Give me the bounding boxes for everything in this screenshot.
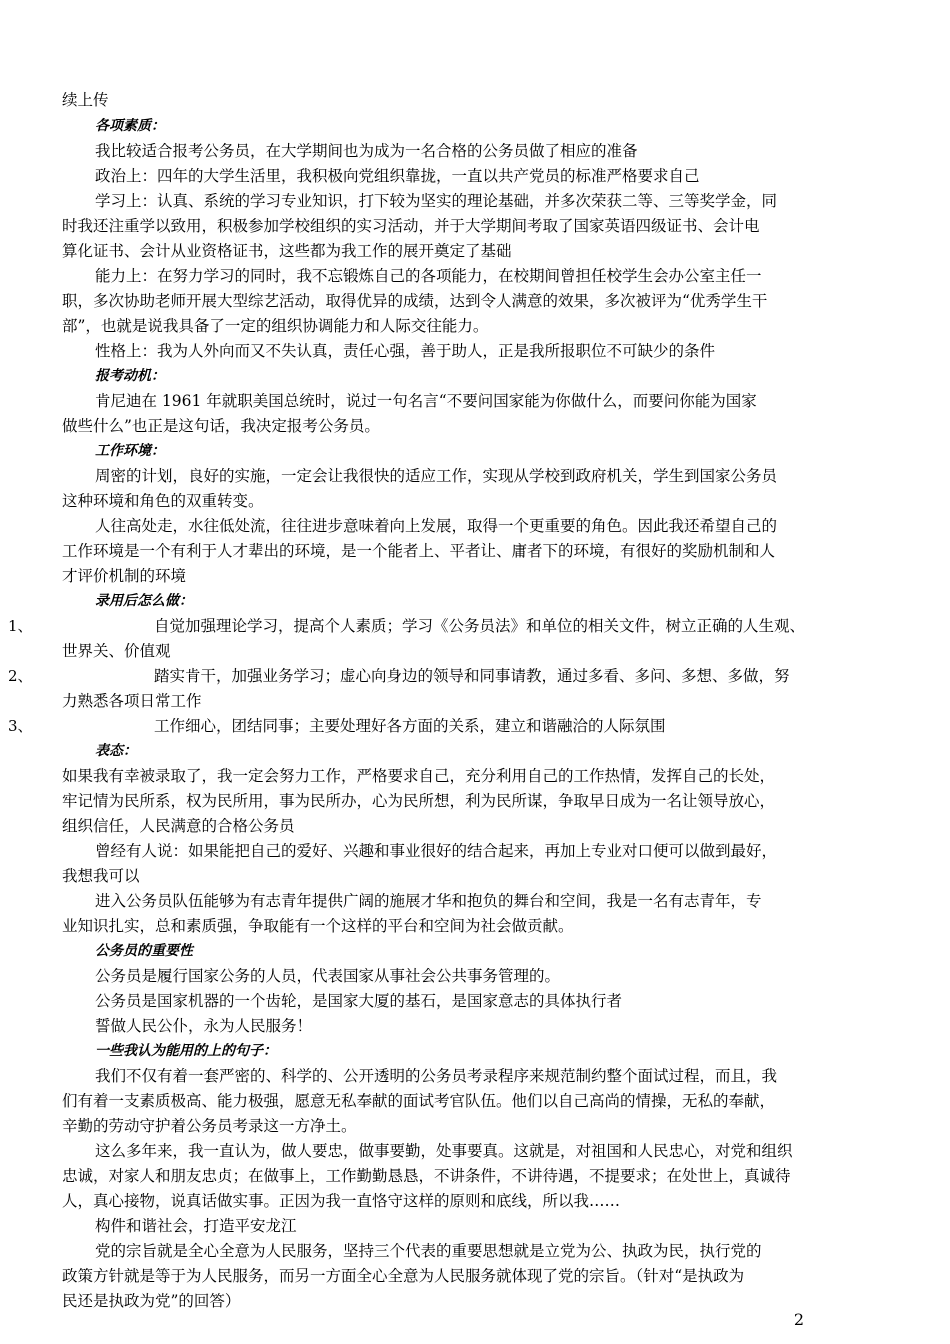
text-line: 世界关、价值观 bbox=[62, 642, 171, 660]
text-line: 部”，也就是说我具备了一定的组织协调能力和人际交往能力。 bbox=[62, 317, 489, 335]
section-heading: 录用后怎么做： bbox=[95, 593, 193, 609]
text-line: 算化证书、会计从业资格证书，这些都为我工作的展开奠定了基础 bbox=[62, 242, 512, 260]
text-line: 我想我可以 bbox=[62, 867, 140, 885]
text-line: 自觉加强理论学习，提高个人素质；学习《公务员法》和单位的相关文件，树立正确的人生观、 bbox=[154, 617, 806, 635]
text-line: 性格上：我为人外向而又不失认真，责任心强，善于助人，正是我所报职位不可缺少的条件 bbox=[95, 342, 716, 360]
text-line: 进入公务员队伍能够为有志青年提供广阔的施展才华和抱负的舞台和空间，我是一名有志青年，专 bbox=[95, 892, 762, 910]
text-line: 这么多年来，我一直认为，做人要忠，做事要勤，处事要真。这就是，对祖国和人民忠心，对党和组织 bbox=[95, 1142, 793, 1160]
text-line: 如果我有幸被录取了，我一定会努力工作，严格要求自己，充分利用自己的工作热情，发挥自己的长处， bbox=[62, 767, 776, 785]
text-line: 续上传 bbox=[62, 91, 109, 109]
text-line: 职，多次协助老师开展大型综艺活动，取得优异的成绩，达到令人满意的效果，多次被评为“优秀学生干 bbox=[62, 292, 768, 310]
list-number: 2、 bbox=[8, 667, 33, 685]
text-line: 才评价机制的环境 bbox=[62, 567, 187, 585]
text-line: 时我还注重学以致用，积极参加学校组织的实习活动，并于大学期间考取了国家英语四级证书、会计电 bbox=[62, 217, 760, 235]
text-line: 我们不仅有着一套严密的、科学的、公开透明的公务员考录程序来规范制约整个面试过程，而且，我 bbox=[95, 1067, 778, 1085]
text-line: 能力上：在努力学习的同时，我不忘锻炼自己的各项能力，在校期间曾担任校学生会办公室主任一 bbox=[95, 267, 762, 285]
text-line: 肯尼迪在 1961 年就职美国总统时，说过一句名言“不要问国家能为你做什么，而要问你能为国家 bbox=[95, 392, 757, 410]
text-line: 政治上：四年的大学生活里，我积极向党组织靠拢，一直以共产党员的标准严格要求自己 bbox=[95, 167, 700, 185]
text-line: 我比较适合报考公务员，在大学期间也为成为一名合格的公务员做了相应的准备 bbox=[95, 142, 638, 160]
text-line: 工作细心，团结同事；主要处理好各方面的关系，建立和谐融洽的人际氛围 bbox=[154, 717, 666, 735]
text-line: 公务员是履行国家公务的人员，代表国家从事社会公共事务管理的。 bbox=[95, 967, 561, 985]
text-line: 牢记情为民所系，权为民所用，事为民所办，心为民所想，利为民所谋，争取早日成为一名让领导放心， bbox=[62, 792, 776, 810]
list-number: 3、 bbox=[8, 717, 33, 735]
text-line: 公务员是国家机器的一个齿轮，是国家大厦的基石，是国家意志的具体执行者 bbox=[95, 992, 623, 1010]
text-line: 这种环境和角色的双重转变。 bbox=[62, 492, 264, 510]
text-line: 周密的计划，良好的实施，一定会让我很快的适应工作，实现从学校到政府机关，学生到国家公务员 bbox=[95, 467, 778, 485]
text-line: 党的宗旨就是全心全意为人民服务，坚持三个代表的重要思想就是立党为公、执政为民，执行党的 bbox=[95, 1242, 762, 1260]
section-heading: 公务员的重要性 bbox=[95, 943, 193, 959]
text-line: 业知识扎实，总和素质强，争取能有一个这样的平台和空间为社会做贡献。 bbox=[62, 917, 574, 935]
text-line: 构件和谐社会，打造平安龙江 bbox=[95, 1217, 297, 1235]
text-line: 们有着一支素质极高、能力极强，愿意无私奉献的面试考官队伍。他们以自己高尚的情操，无私的奉献， bbox=[62, 1092, 776, 1110]
text-line: 学习上：认真、系统的学习专业知识，打下较为坚实的理论基础，并多次荣获二等、三等奖学金，同 bbox=[95, 192, 778, 210]
text-line: 誓做人民公仆，永为人民服务！ bbox=[95, 1017, 313, 1035]
text-line: 忠诚，对家人和朋友忠贞；在做事上，工作勤勤恳恳，不讲条件，不讲待遇，不提要求；在处世上，真诚待 bbox=[62, 1167, 791, 1185]
text-line: 人往高处走，水往低处流，往往进步意味着向上发展，取得一个更重要的角色。因此我还希望自己的 bbox=[95, 517, 778, 535]
section-heading: 表态： bbox=[95, 743, 137, 759]
section-heading: 工作环境： bbox=[95, 443, 165, 459]
text-line: 人，真心接物，说真话做实事。正因为我一直恪守这样的原则和底线，所以我…… bbox=[62, 1192, 621, 1210]
text-line: 踏实肯干，加强业务学习；虚心向身边的领导和同事请教，通过多看、多问、多想、多做，努 bbox=[154, 667, 790, 685]
text-line: 工作环境是一个有利于人才辈出的环境，是一个能者上、平者让、庸者下的环境，有很好的奖励机制和人 bbox=[62, 542, 776, 560]
page-number: 2 bbox=[793, 1310, 804, 1329]
text-line: 组织信任，人民满意的合格公务员 bbox=[62, 817, 295, 835]
text-line: 曾经有人说：如果能把自己的爱好、兴趣和事业很好的结合起来，再加上专业对口便可以做到最好， bbox=[95, 842, 778, 860]
section-heading: 一些我认为能用的上的句子： bbox=[95, 1043, 277, 1059]
text-line: 做些什么”也正是这句话，我决定报考公务员。 bbox=[62, 417, 380, 435]
section-heading: 报考动机： bbox=[95, 368, 165, 384]
text-line: 政策方针就是等于为人民服务，而另一方面全心全意为人民服务就体现了党的宗旨。（针对“是执政为 bbox=[62, 1267, 745, 1285]
list-number: 1、 bbox=[8, 617, 33, 635]
text-line: 辛勤的劳动守护着公务员考录这一方净土。 bbox=[62, 1117, 357, 1135]
text-line: 力熟悉各项日常工作 bbox=[62, 692, 202, 710]
text-line: 民还是执政为党”的回答） bbox=[62, 1292, 241, 1310]
section-heading: 各项素质： bbox=[95, 118, 165, 134]
